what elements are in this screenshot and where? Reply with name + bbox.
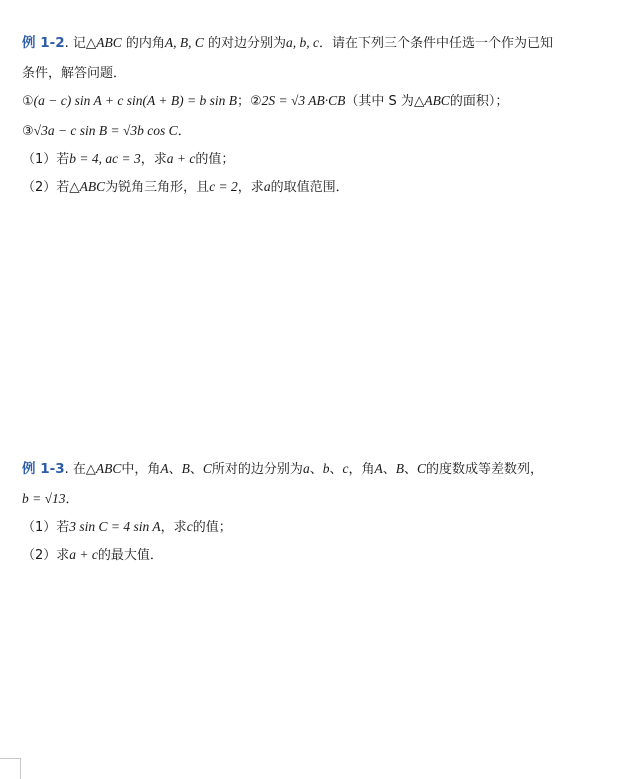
math: c = 2 bbox=[209, 179, 238, 194]
problem-1-2-line2 bbox=[22, 64, 126, 83]
math: √3a − c sin B = √3b cos C bbox=[33, 123, 178, 138]
math: a + c bbox=[69, 547, 98, 562]
text: ；② bbox=[236, 94, 262, 109]
math: a bbox=[263, 179, 271, 194]
math: (a − c) sin A + c sin(A + B) = b sin B bbox=[33, 93, 237, 108]
text: （1）若 bbox=[22, 520, 70, 535]
math: B bbox=[395, 461, 404, 476]
circle-3-mark: ③ bbox=[22, 124, 34, 139]
text: 为锐角三角形，且 bbox=[105, 180, 210, 195]
problem-1-2-conditions-1-2 bbox=[22, 92, 508, 111]
math: c bbox=[342, 461, 349, 476]
math: 3 sin C = 4 sin A bbox=[69, 519, 161, 534]
math: C bbox=[417, 461, 427, 476]
text: 、 bbox=[168, 462, 182, 477]
text: 条件，解答问题． bbox=[22, 66, 127, 81]
text: （其中 S 为 bbox=[345, 94, 414, 109]
text: （1）若 bbox=[22, 152, 70, 167]
math: a bbox=[302, 461, 310, 476]
text: 的内角 bbox=[121, 36, 165, 51]
text: 、 bbox=[382, 462, 396, 477]
problem-1-3-intro bbox=[22, 460, 543, 479]
text: 的取值范围． bbox=[270, 180, 349, 195]
text: 、 bbox=[309, 462, 323, 477]
text: ，角 bbox=[348, 462, 375, 477]
math: △ABC bbox=[69, 179, 106, 194]
math: B bbox=[181, 461, 190, 476]
circle-1-mark: ① bbox=[22, 94, 34, 109]
problem-1-2-intro bbox=[22, 34, 553, 53]
problem-1-3-line2 bbox=[22, 490, 79, 509]
text: 的对边分别为 bbox=[203, 36, 287, 51]
math: b = 4, ac = 3 bbox=[69, 151, 141, 166]
math: c bbox=[186, 519, 193, 534]
math: A bbox=[374, 461, 383, 476]
text: 的值； bbox=[192, 520, 232, 535]
math: b bbox=[322, 461, 330, 476]
problem-label: 例 1-2 bbox=[22, 35, 65, 51]
math: a + c bbox=[166, 151, 196, 166]
problem-1-2-condition-3 bbox=[22, 122, 191, 141]
math: b = √13 bbox=[22, 491, 66, 506]
text: 的度数成等差数列， bbox=[426, 462, 544, 477]
text: . 记 bbox=[64, 36, 86, 51]
problem-1-3-question-1 bbox=[22, 518, 232, 537]
text: 的面积）； bbox=[449, 94, 509, 109]
math: A bbox=[160, 461, 169, 476]
text: ． bbox=[177, 124, 191, 139]
text: ，求 bbox=[237, 180, 264, 195]
problem-label: 例 1-3 bbox=[22, 461, 65, 477]
text: ．请在下列三个条件中任选一个作为已知 bbox=[319, 36, 554, 51]
problem-1-3-question-2 bbox=[22, 546, 163, 565]
text: （2）若 bbox=[22, 180, 70, 195]
text: 中，角 bbox=[121, 462, 161, 477]
page-corner-mark bbox=[0, 758, 21, 779]
text: 、 bbox=[329, 462, 343, 477]
text: ，求 bbox=[140, 152, 167, 167]
math: ABC bbox=[95, 461, 122, 476]
math: a, b, c bbox=[286, 35, 320, 50]
math: △ABC bbox=[413, 93, 450, 108]
math: 2S = √3 AB·CB bbox=[261, 93, 346, 108]
text: 的值； bbox=[195, 152, 235, 167]
math: C bbox=[202, 461, 212, 476]
text: 、 bbox=[404, 462, 418, 477]
text: ． bbox=[65, 492, 79, 507]
text: . 在△ bbox=[64, 462, 96, 477]
text: ，求 bbox=[160, 520, 187, 535]
math: A, B, C bbox=[164, 35, 204, 50]
problem-1-2-question-2 bbox=[22, 178, 349, 197]
text: （2）求 bbox=[22, 548, 70, 563]
text: 的最大值． bbox=[97, 548, 163, 563]
math: △ABC bbox=[85, 35, 122, 50]
problem-1-2-question-1 bbox=[22, 150, 234, 169]
text: 、 bbox=[189, 462, 203, 477]
text: 所对的边分别为 bbox=[211, 462, 303, 477]
